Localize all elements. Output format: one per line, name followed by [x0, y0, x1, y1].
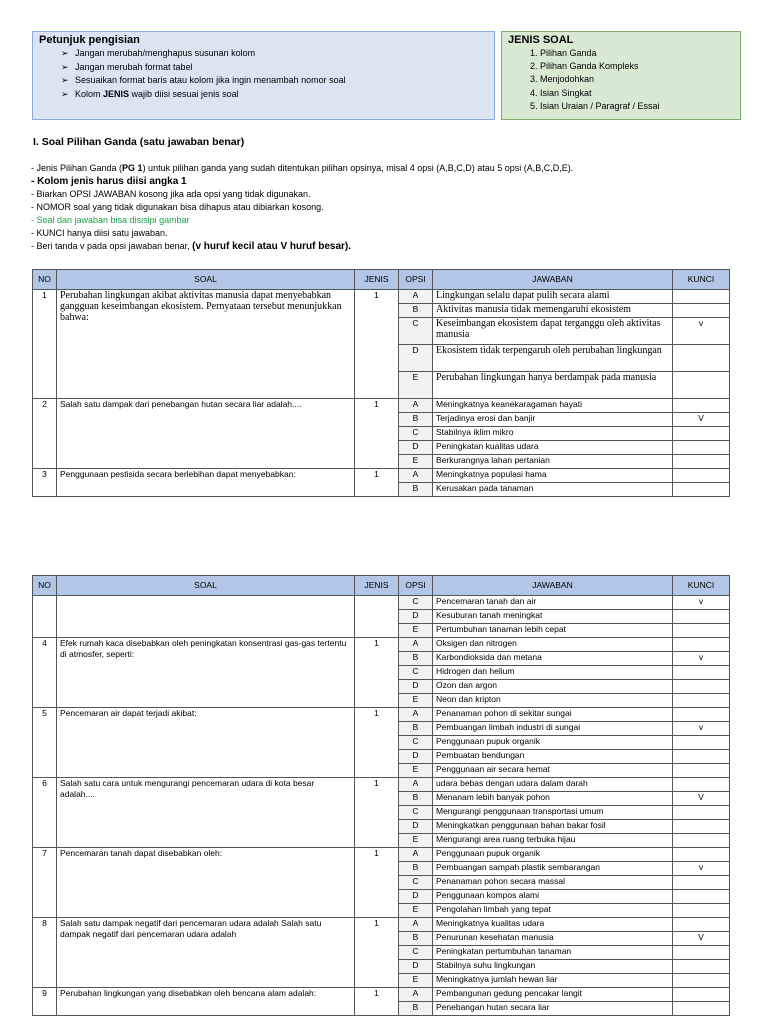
answer-key-cell[interactable]: v — [673, 722, 730, 736]
answer-text-cell[interactable]: Ozon dan argon — [433, 680, 673, 694]
answer-key-cell[interactable] — [673, 469, 730, 483]
answer-key-cell[interactable] — [673, 946, 730, 960]
answer-text-cell[interactable]: Mengurangi area ruang terbuka hijau — [433, 834, 673, 848]
question-type-cell[interactable] — [355, 596, 399, 638]
option-letter-cell[interactable]: B — [399, 932, 433, 946]
answer-text-cell[interactable]: Pembangunan gedung pencakar langit — [433, 988, 673, 1002]
option-letter-cell[interactable]: E — [399, 764, 433, 778]
option-letter-cell[interactable]: C — [399, 876, 433, 890]
option-letter-cell[interactable]: D — [399, 610, 433, 624]
table-row — [33, 469, 730, 483]
question-type-cell[interactable]: 1 — [355, 708, 399, 778]
header-jenis: JENIS — [355, 576, 399, 596]
answer-key-cell[interactable] — [673, 778, 730, 792]
arrow-bullet-icon: ➢ — [61, 48, 69, 58]
question-type-cell[interactable]: 1 — [355, 848, 399, 918]
answer-key-cell[interactable] — [673, 876, 730, 890]
answer-text-cell[interactable]: Penanaman pohon secara massal — [433, 876, 673, 890]
answer-key-cell[interactable] — [673, 848, 730, 862]
answer-key-cell[interactable] — [673, 441, 730, 455]
answer-text-cell[interactable]: Penggunaan pupuk organik — [433, 736, 673, 750]
answer-key-cell[interactable] — [673, 890, 730, 904]
option-letter-cell[interactable]: C — [399, 427, 433, 441]
header-soal: SOAL — [57, 270, 355, 290]
table-header-row — [33, 576, 730, 596]
note-line: - Beri tanda v pada opsi jawaban benar, (v huruf kecil atau V huruf besar). — [31, 241, 352, 252]
answer-key-cell[interactable] — [673, 624, 730, 638]
question-number-cell[interactable]: 6 — [33, 778, 57, 848]
answer-text-cell[interactable]: Pengolahan limbah yang tepat — [433, 904, 673, 918]
option-letter-cell[interactable]: A — [399, 848, 433, 862]
header-opsi: OPSI — [399, 270, 433, 290]
header-jenis: JENIS — [355, 270, 399, 290]
option-letter-cell[interactable]: C — [399, 736, 433, 750]
answer-text-cell[interactable]: Lingkungan selalu dapat pulih secara alami — [433, 290, 673, 304]
answer-key-cell[interactable] — [673, 974, 730, 988]
question-number-cell[interactable]: 8 — [33, 918, 57, 988]
answer-text-cell[interactable]: Meningkatnya jumlah hewan liar — [433, 974, 673, 988]
question-number-cell[interactable]: 3 — [33, 469, 57, 497]
note-line: - NOMOR soal yang tidak digunakan bisa dihapus atau dibiarkan kosong. — [31, 202, 324, 212]
answer-text-cell[interactable]: Mengurangi penggunaan transportasi umum — [433, 806, 673, 820]
answer-text-cell[interactable]: Kesuburan tanah meningkat — [433, 610, 673, 624]
answer-key-cell[interactable] — [673, 427, 730, 441]
answer-text-cell[interactable]: Stabilnya iklim mikro — [433, 427, 673, 441]
option-letter-cell[interactable]: A — [399, 918, 433, 932]
arrow-bullet-icon: ➢ — [61, 61, 69, 72]
option-letter-cell[interactable]: A — [399, 988, 433, 1002]
answer-key-cell[interactable] — [673, 820, 730, 834]
answer-text-cell[interactable]: Perubahan lingkungan hanya berdampak pada manusia — [433, 372, 673, 399]
answer-key-cell[interactable] — [673, 834, 730, 848]
option-letter-cell[interactable]: D — [399, 820, 433, 834]
question-number-cell[interactable]: 2 — [33, 399, 57, 469]
answer-text-cell[interactable]: Pembuangan sampah plastik sembarangan — [433, 862, 673, 876]
answer-key-cell[interactable] — [673, 988, 730, 1002]
jenis-soal-box — [501, 31, 741, 120]
jenis-soal-item: 2. Pilihan Ganda Kompleks — [540, 60, 734, 73]
question-text-cell[interactable]: Pencemaran tanah dapat disebabkan oleh: — [57, 848, 355, 918]
answer-key-cell[interactable] — [673, 455, 730, 469]
answer-key-cell[interactable] — [673, 960, 730, 974]
table-row — [33, 848, 730, 862]
option-letter-cell[interactable]: E — [399, 455, 433, 469]
option-letter-cell[interactable]: E — [399, 834, 433, 848]
question-type-cell[interactable]: 1 — [355, 778, 399, 848]
answer-key-cell[interactable] — [673, 1002, 730, 1016]
answer-key-cell[interactable] — [673, 610, 730, 624]
table-row — [33, 918, 730, 932]
question-text-cell[interactable]: Salah satu dampak dari penebangan hutan secara liar adalah.... — [57, 399, 355, 469]
question-number-cell[interactable]: 7 — [33, 848, 57, 918]
question-text-cell[interactable]: Salah satu dampak negatif dari pencemaran udara adalah Salah satu dampak negatif dari pencemaran udara adalah — [57, 918, 355, 988]
question-text-cell[interactable] — [57, 596, 355, 638]
option-letter-cell[interactable]: B — [399, 792, 433, 806]
question-number-cell[interactable]: 1 — [33, 290, 57, 399]
question-number-cell[interactable]: 4 — [33, 638, 57, 708]
option-letter-cell[interactable]: D — [399, 441, 433, 455]
option-letter-cell[interactable]: E — [399, 904, 433, 918]
table-row — [33, 290, 730, 304]
answer-text-cell[interactable]: Meningkatnya kualitas udara — [433, 918, 673, 932]
answer-key-cell[interactable] — [673, 345, 730, 372]
question-number-cell[interactable] — [33, 596, 57, 638]
table-row — [33, 778, 730, 792]
option-letter-cell[interactable]: D — [399, 680, 433, 694]
option-letter-cell[interactable]: C — [399, 318, 433, 345]
option-letter-cell[interactable]: D — [399, 750, 433, 764]
answer-text-cell[interactable]: Pembuatan bendungan — [433, 750, 673, 764]
jenis-soal-item: 5. Isian Uraian / Paragraf / Essai — [540, 100, 734, 113]
answer-key-cell[interactable] — [673, 764, 730, 778]
answer-text-cell[interactable]: Kerusakan pada tanaman — [433, 483, 673, 497]
answer-text-cell[interactable]: Neon dan kripton — [433, 694, 673, 708]
arrow-bullet-icon: ➢ — [61, 88, 69, 99]
answer-key-cell[interactable] — [673, 372, 730, 399]
option-letter-cell[interactable]: A — [399, 638, 433, 652]
question-type-cell[interactable]: 1 — [355, 638, 399, 708]
question-number-cell[interactable]: 5 — [33, 708, 57, 778]
question-text-cell[interactable]: Perubahan lingkungan akibat aktivitas manusia dapat menyebabkan gangguan keseimbangan ekosistem. Pernyataan tersebut menunjukkan bahwa: — [57, 290, 355, 399]
answer-key-cell[interactable] — [673, 666, 730, 680]
answer-key-cell[interactable] — [673, 483, 730, 497]
option-letter-cell[interactable]: B — [399, 1002, 433, 1016]
option-letter-cell[interactable]: B — [399, 652, 433, 666]
answer-text-cell[interactable]: Stabilnya suhu lingkungan — [433, 960, 673, 974]
option-letter-cell[interactable]: B — [399, 722, 433, 736]
option-letter-cell[interactable]: A — [399, 778, 433, 792]
answer-key-cell[interactable]: V — [673, 932, 730, 946]
answer-key-cell[interactable] — [673, 680, 730, 694]
answer-key-cell[interactable]: V — [673, 792, 730, 806]
option-letter-cell[interactable]: E — [399, 694, 433, 708]
question-text-cell[interactable]: Penggunaan pestisida secara berlebihan dapat menyebabkan: — [57, 469, 355, 497]
option-letter-cell[interactable]: C — [399, 666, 433, 680]
answer-key-cell[interactable] — [673, 904, 730, 918]
table-row — [33, 399, 730, 413]
answer-key-cell[interactable] — [673, 399, 730, 413]
option-letter-cell[interactable]: A — [399, 399, 433, 413]
jenis-soal-list — [508, 47, 734, 113]
jenis-soal-item: 4. Isian Singkat — [540, 87, 734, 100]
header-jawaban: JAWABAN — [433, 270, 673, 290]
note-line: - KUNCI hanya diisi satu jawaban. — [31, 228, 168, 238]
answer-text-cell[interactable]: Menanam lebih banyak pohon — [433, 792, 673, 806]
option-letter-cell[interactable]: B — [399, 483, 433, 497]
table-row — [33, 638, 730, 652]
header-no: NO — [33, 576, 57, 596]
answer-text-cell[interactable]: Meningkatnya populasi hama — [433, 469, 673, 483]
answer-text-cell[interactable]: Penurunan kesehatan manusia — [433, 932, 673, 946]
option-letter-cell[interactable]: E — [399, 624, 433, 638]
question-text-cell[interactable]: Salah satu cara untuk mengurangi pencemaran udara di kota besar adalah.... — [57, 778, 355, 848]
answer-text-cell[interactable]: Terjadinya erosi dan banjir — [433, 413, 673, 427]
question-type-cell[interactable]: 1 — [355, 988, 399, 1016]
answer-text-cell[interactable]: Penggunaan air secara hemat — [433, 764, 673, 778]
answer-key-cell[interactable]: v — [673, 318, 730, 345]
question-type-cell[interactable]: 1 — [355, 290, 399, 399]
answer-key-cell[interactable] — [673, 694, 730, 708]
question-number-cell[interactable]: 9 — [33, 988, 57, 1016]
question-text-cell[interactable]: Perubahan lingkungan yang disebabkan oleh bencana alam adalah: — [57, 988, 355, 1016]
option-letter-cell[interactable]: B — [399, 304, 433, 318]
answer-text-cell[interactable]: Peningkatan kualitas udara — [433, 441, 673, 455]
option-letter-cell[interactable]: E — [399, 372, 433, 399]
answer-text-cell[interactable]: Penebangan hutan secara liar — [433, 1002, 673, 1016]
answer-key-cell[interactable] — [673, 918, 730, 932]
answer-key-cell[interactable]: v — [673, 596, 730, 610]
answer-text-cell[interactable]: Meningkatkan penggunaan bahan bakar fosil — [433, 820, 673, 834]
answer-key-cell[interactable] — [673, 638, 730, 652]
note-line: - Jenis Pilihan Ganda (PG 1) untuk pilihan ganda yang sudah ditentukan pilihan opsinya, misal 4 opsi (A,B,C,D) atau 5 opsi (A,B,C,D,E). — [31, 163, 574, 173]
table-header-row — [33, 270, 730, 290]
answer-text-cell[interactable]: Penggunaan kompos alami — [433, 890, 673, 904]
table-row — [33, 988, 730, 1002]
answer-text-cell[interactable]: Pertumbuhan tanaman lebih cepat — [433, 624, 673, 638]
answer-text-cell[interactable]: Karbondioksida dan metana — [433, 652, 673, 666]
answer-key-cell[interactable] — [673, 708, 730, 722]
table-row — [33, 708, 730, 722]
answer-key-cell[interactable] — [673, 290, 730, 304]
arrow-bullet-icon: ➢ — [61, 75, 69, 85]
table-row — [33, 596, 730, 610]
answer-key-cell[interactable] — [673, 736, 730, 750]
petunjuk-item: ➢ Kolom JENIS wajib diisi sesuai jenis soal — [61, 88, 488, 102]
note-line: - Biarkan OPSI JAWABAN kosong jika ada opsi yang tidak digunakan. — [31, 189, 311, 199]
instruction-notes — [31, 162, 573, 253]
jenis-soal-title: JENIS SOAL — [508, 34, 574, 46]
answer-text-cell[interactable]: Keseimbangan ekosistem dapat terganggu oleh aktivitas manusia — [433, 318, 673, 345]
question-type-cell[interactable]: 1 — [355, 918, 399, 988]
option-letter-cell[interactable]: D — [399, 345, 433, 372]
header-no: NO — [33, 270, 57, 290]
answer-text-cell[interactable]: Ekosistem tidak terpengaruh oleh perubahan lingkungan — [433, 345, 673, 372]
header-jawaban: JAWABAN — [433, 576, 673, 596]
answer-key-cell[interactable]: V — [673, 413, 730, 427]
answer-text-cell[interactable]: Penanaman pohon di sekitar sungai — [433, 708, 673, 722]
answer-key-cell[interactable]: v — [673, 862, 730, 876]
petunjuk-list — [39, 47, 488, 101]
question-text-cell[interactable]: Efek rumah kaca disebabkan oleh peningkatan konsentrasi gas-gas tertentu di atmosfer, seperti: — [57, 638, 355, 708]
petunjuk-item: ➢ Sesuaikan format baris atau kolom jika ingin menambah nomor soal — [61, 74, 488, 88]
jenis-soal-item: 1. Pilihan Ganda — [540, 47, 734, 60]
question-table-1 — [32, 269, 730, 497]
option-letter-cell[interactable]: D — [399, 890, 433, 904]
answer-text-cell[interactable]: Berkurangnya lahan pertanian — [433, 455, 673, 469]
section-title: I. Soal Pilihan Ganda (satu jawaban benar) — [33, 136, 245, 148]
answer-text-cell[interactable]: Pencemaran tanah dan air — [433, 596, 673, 610]
option-letter-cell[interactable]: B — [399, 413, 433, 427]
option-letter-cell[interactable]: A — [399, 469, 433, 483]
answer-text-cell[interactable]: Penggunaan pupuk organik — [433, 848, 673, 862]
answer-text-cell[interactable]: Pembuangan limbah industri di sungai — [433, 722, 673, 736]
question-table-2 — [32, 575, 730, 1016]
option-letter-cell[interactable]: A — [399, 290, 433, 304]
note-line: - Kolom jenis harus diisi angka 1 — [31, 176, 187, 187]
option-letter-cell[interactable]: C — [399, 946, 433, 960]
petunjuk-box — [32, 31, 495, 120]
jenis-soal-item: 3. Menjodohkan — [540, 73, 734, 86]
option-letter-cell[interactable]: B — [399, 862, 433, 876]
answer-text-cell[interactable]: udara bebas dengan udara dalam darah — [433, 778, 673, 792]
header-kunci: KUNCI — [673, 270, 730, 290]
question-text-cell[interactable]: Pencemaran air dapat terjadi akibat: — [57, 708, 355, 778]
option-letter-cell[interactable]: E — [399, 974, 433, 988]
answer-key-cell[interactable] — [673, 750, 730, 764]
answer-text-cell[interactable]: Aktivitas manusia tidak memengaruhi ekosistem — [433, 304, 673, 318]
header-kunci: KUNCI — [673, 576, 730, 596]
answer-key-cell[interactable] — [673, 304, 730, 318]
note-line: - Soal dan jawaban bisa disisipi gambar — [31, 215, 190, 225]
petunjuk-title: Petunjuk pengisian — [39, 34, 140, 46]
option-letter-cell[interactable]: C — [399, 596, 433, 610]
header-opsi: OPSI — [399, 576, 433, 596]
question-type-cell[interactable]: 1 — [355, 469, 399, 497]
petunjuk-item: ➢ Jangan merubah/menghapus susunan kolom — [61, 47, 488, 61]
option-letter-cell[interactable]: A — [399, 708, 433, 722]
answer-text-cell[interactable]: Oksigen dan nitrogen — [433, 638, 673, 652]
answer-text-cell[interactable]: Hidrogen dan helium — [433, 666, 673, 680]
answer-text-cell[interactable]: Meningkatnya keanekaragaman hayati — [433, 399, 673, 413]
answer-text-cell[interactable]: Peningkatan pertumbuhan tanaman — [433, 946, 673, 960]
option-letter-cell[interactable]: D — [399, 960, 433, 974]
question-type-cell[interactable]: 1 — [355, 399, 399, 469]
answer-key-cell[interactable] — [673, 806, 730, 820]
petunjuk-item: ➢ Jangan merubah format tabel — [61, 61, 488, 75]
option-letter-cell[interactable]: C — [399, 806, 433, 820]
answer-key-cell[interactable]: v — [673, 652, 730, 666]
header-soal: SOAL — [57, 576, 355, 596]
